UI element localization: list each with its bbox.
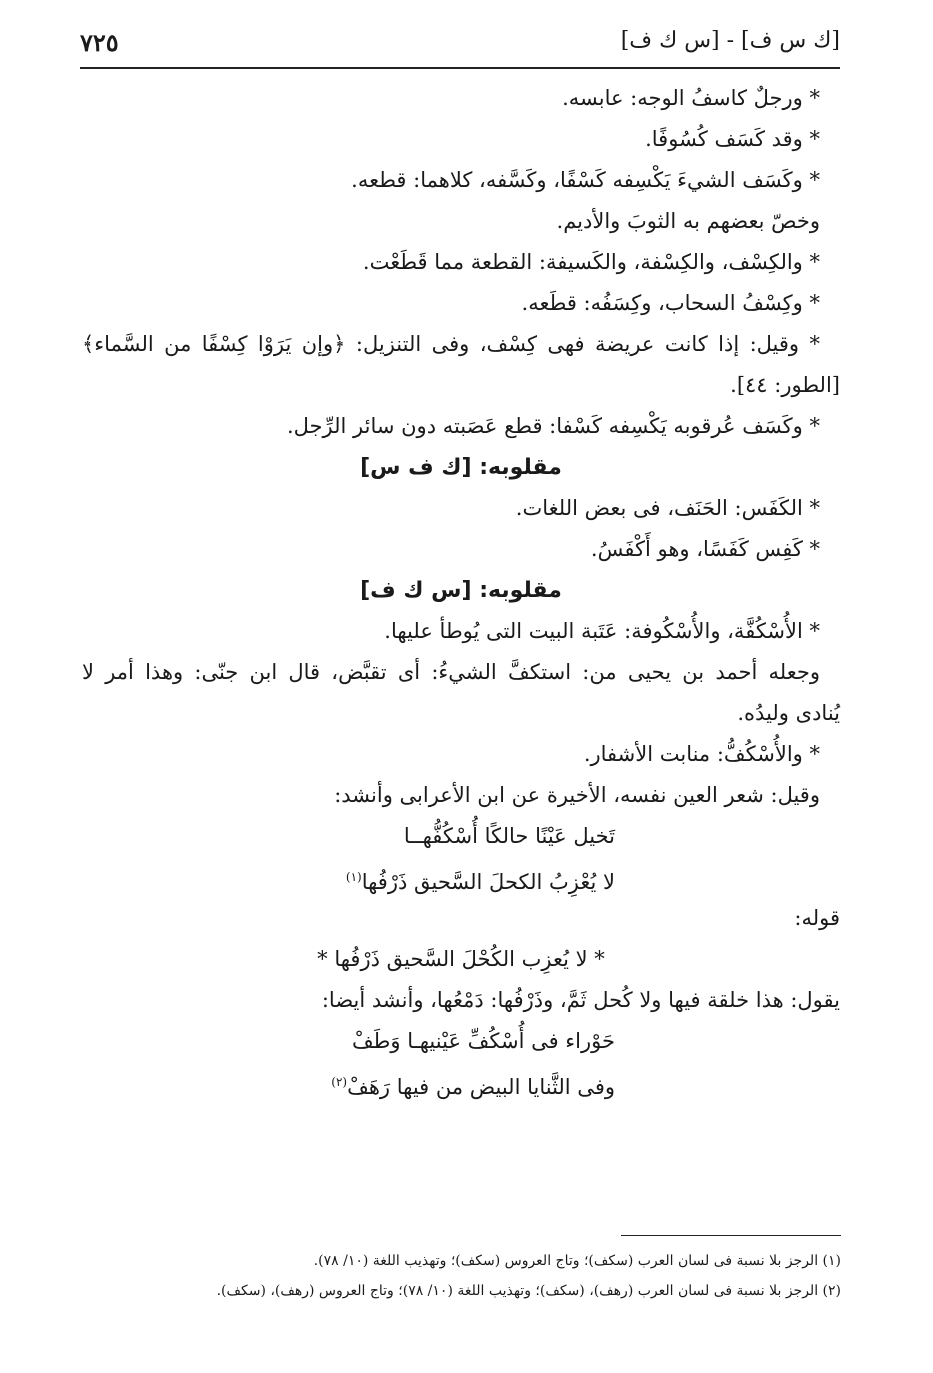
text-line: * وكِسْفُ السحاب، وكِسَفُه: قطَعه.: [521, 291, 820, 315]
text-line: * وكَسَف الشيءَ يَكْسِفه كَسْفًا، وكَسَّفه، كلاهما: قطعه.: [351, 168, 820, 192]
verse-line: * لا يُعزِب الكُحْلَ السَّحيق ذَرْفُها *: [317, 947, 605, 971]
text-line: * الكَفَس: الحَنَف، فى بعض اللغات.: [515, 496, 820, 520]
text-line: * ورجلٌ كاسفُ الوجه: عابسه.: [562, 86, 820, 110]
verse-line: [82, 857, 840, 898]
footnote-divider: [621, 1235, 841, 1236]
text-line: يُنادى وليدُه.: [737, 701, 840, 725]
footnote: (٢) الرجز بلا نسبة فى لسان العرب (رهف)، (سكف)؛ وتهذيب اللغة (١٠/ ٧٨)؛ وتاج العروس (رهف)، (سكف).: [216, 1283, 841, 1299]
footnote-marker: (٢): [331, 1075, 348, 1089]
text-line: * وكَسَف عُرقوبه يَكْسِفه كَسْفا: قطع عَصَبته دون سائر الرِّجل.: [286, 414, 820, 438]
text-line: * الأُسْكُفَّة، والأُسْكُوفة: عَتَبة البيت التى يُوطأ عليها.: [384, 619, 820, 643]
text-line: قوله:: [794, 906, 840, 930]
footnote-marker: (١): [345, 870, 362, 884]
footnote: (١) الرجز بلا نسبة فى لسان العرب (سكف)؛ وتاج العروس (سكف)؛ وتهذيب اللغة (١٠/ ٧٨).: [313, 1253, 841, 1269]
page-header: [80, 22, 840, 62]
verse-line: [82, 1062, 840, 1103]
section-heading: مقلوبه: [س ك ف]: [360, 578, 562, 603]
verse-line: تَخيل عَيْنًا حالكًا أُسْكُفُّهــا: [403, 824, 615, 848]
text-line: * وقد كَسَف كُسُوفًا.: [645, 127, 820, 151]
page-number: ٧٢٥: [80, 28, 119, 57]
entry-body: [82, 78, 840, 1103]
text-line: * والأُسْكُفُّ: منابت الأشفار.: [583, 742, 820, 766]
text-line: يقول: هذا خلقة فيها ولا كُحل ثَمَّ، وذَرْفُها: دَمْعُها، وأنشد أيضا:: [321, 988, 840, 1012]
text-line: وجعله أحمد بن يحيى من: استكفَّ الشيءُ: أى تقبَّض، قال ابن جنّى: وهذا أمر لا: [82, 660, 820, 684]
text-line: وقيل: شعر العين نفسه، الأخيرة عن ابن الأعرابى وأنشد:: [334, 783, 820, 807]
verse-line: حَوْراء فى أُسْكُفِّ عَيْنيهـا وَطَفْ: [351, 1029, 615, 1053]
text-line: * والكِسْف، والكِسْفة، والكَسيفة: القطعة مما قَطَعْت.: [362, 250, 820, 274]
header-divider: [80, 67, 840, 69]
running-head: [ك س ف] - [س ك ف]: [620, 28, 840, 53]
citation-line: [الطور: ٤٤].: [730, 373, 840, 397]
verse-text: لا يُعْزِبُ الكحلَ السَّحيق ذَرْفُها: [361, 870, 615, 894]
text-line: * كَفِس كَفَسًا، وهو أَكْفَسُ.: [590, 537, 820, 561]
section-heading: مقلوبه: [ك ف س]: [360, 455, 562, 480]
text-line: * وقيل: إذا كانت عريضة فهى كِسْف، وفى التنزيل: ﴿وإن يَرَوْا كِسْفًا من السَّماء﴾: [82, 332, 820, 356]
text-line: وخصّ بعضهم به الثوبَ والأديم.: [556, 209, 820, 233]
footnotes: [83, 1246, 841, 1306]
verse-text: وفى الثَّنايا البيض من فيها رَهَفْ: [347, 1075, 615, 1099]
